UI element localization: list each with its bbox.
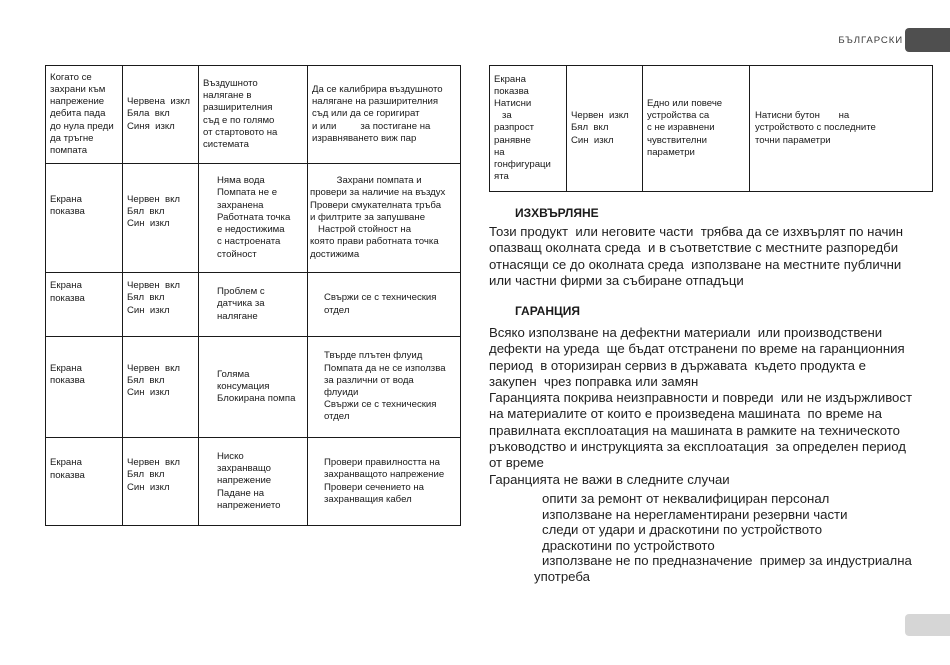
- language-label: БЪЛГАРСКИ: [838, 35, 903, 46]
- disposal-heading: ИЗХВЪРЛЯНЕ: [515, 206, 599, 220]
- configuration-table: [489, 65, 933, 192]
- indicator-lights-cell: Червен вкл Бял вкл Син изкл: [123, 337, 199, 438]
- cause-cell: Въздушното налягане в разширителния съд е по голямо от стартовото на системата: [199, 66, 308, 164]
- cause-cell: Ниско захранващо напрежение Падане на напрежението: [199, 438, 308, 526]
- warranty-exclusions-intro: Гаранцията не важи в следните случаи: [489, 472, 730, 487]
- warranty-paragraph: Всяко използване на дефектни материали или производствени дефекти на уреда ще бъдат отстранени по време на гаранционния период в оторизиран сервиз в държавата където продукта е закупен чрез поправка или замян: [489, 325, 905, 389]
- cause-cell: Голяма консумация Блокирана помпа: [199, 337, 308, 438]
- remedy-cell: Провери правилността на захранващото напрежение Провери сечението на захранващия кабел: [308, 438, 461, 526]
- remedy-cell: Свържи се с техническия отдел: [308, 273, 461, 337]
- condition-cell: Екрана показва: [46, 337, 123, 438]
- troubleshooting-row: [46, 273, 461, 337]
- cause-cell: Проблем с датчика за налягане: [199, 273, 308, 337]
- condition-cell: Екрана показва Натисни за разпрост ранявне на гонфигураци ята: [490, 66, 567, 192]
- condition-cell: Когато се захрани към напрежение дебита пада до нула преди да тръгне помпата: [46, 66, 123, 164]
- troubleshooting-row: [46, 66, 461, 164]
- list-item: опити за ремонт от неквалифициран персонал: [542, 491, 830, 506]
- remedy-cell: Да се калибрира въздушното налягане на разширителния съд или да се горигират и или за постигане на изравняването виж пар: [308, 66, 461, 164]
- indicator-lights-cell: Червен вкл Бял вкл Син изкл: [123, 164, 199, 273]
- condition-cell: Екрана показва: [46, 273, 123, 337]
- list-item: използване на нерегламентирани резервни части: [542, 506, 848, 522]
- list-item: следи от удари и драскотини по устройството: [542, 522, 823, 538]
- troubleshooting-row: [46, 337, 461, 438]
- troubleshooting-row: [46, 164, 461, 273]
- disposal-paragraph: Този продукт или неговите части трябва да се изхвърлят по начин опазващ околната среда и в съответствие с местните разпоредби отнасящи се до околната среда използване на местните публични или частни фирми за събиране отпадъци: [489, 224, 904, 288]
- list-item: драскотини по устройството: [542, 537, 715, 553]
- condition-cell: Екрана показва: [46, 164, 123, 273]
- remedy-cell: Захрани помпата и провери за наличие на въздух Провери смукателната тръба и филтрите за запушване Настрой стойност на която прави работната точка достижима: [308, 164, 461, 273]
- condition-cell: Екрана показва: [46, 438, 123, 526]
- cause-cell: Едно или повече устройства са с не изравнени чувствителни параметри: [643, 66, 750, 192]
- warranty-exclusions-list: [534, 491, 912, 585]
- language-section-tab: [905, 28, 950, 52]
- configuration-row: [490, 66, 933, 192]
- troubleshooting-row: [46, 438, 461, 526]
- page-number-tab: [905, 614, 950, 636]
- remedy-cell: Натисни бутон на устройството с последните точни параметри: [750, 66, 933, 192]
- indicator-lights-cell: Червена изкл Бяла вкл Синя изкл: [123, 66, 199, 164]
- remedy-cell: Твърде плътен флуид Помпата да не се използва за различни от вода флуиди Свържи се с техническия отдел: [308, 337, 461, 438]
- list-item: използване не по предназначение пример за индустриална употреба: [534, 553, 912, 584]
- warranty-paragraph: Гаранцията покрива неизправности и повреди или не издържливост на материалите от които е произведена машината по време на правилната експлоатация на машината в рамките на техническото ръководство и инструкцията за експлоатация за определен период от време: [489, 390, 913, 471]
- warranty-heading: ГАРАНЦИЯ: [515, 304, 581, 318]
- indicator-lights-cell: Червен вкл Бял вкл Син изкл: [123, 438, 199, 526]
- indicator-lights-cell: Червен изкл Бял вкл Син изкл: [567, 66, 643, 192]
- troubleshooting-table: [45, 65, 461, 526]
- indicator-lights-cell: Червен вкл Бял вкл Син изкл: [123, 273, 199, 337]
- cause-cell: Няма вода Помпата не е захранена Работната точка е недостижима с настроената стойност: [199, 164, 308, 273]
